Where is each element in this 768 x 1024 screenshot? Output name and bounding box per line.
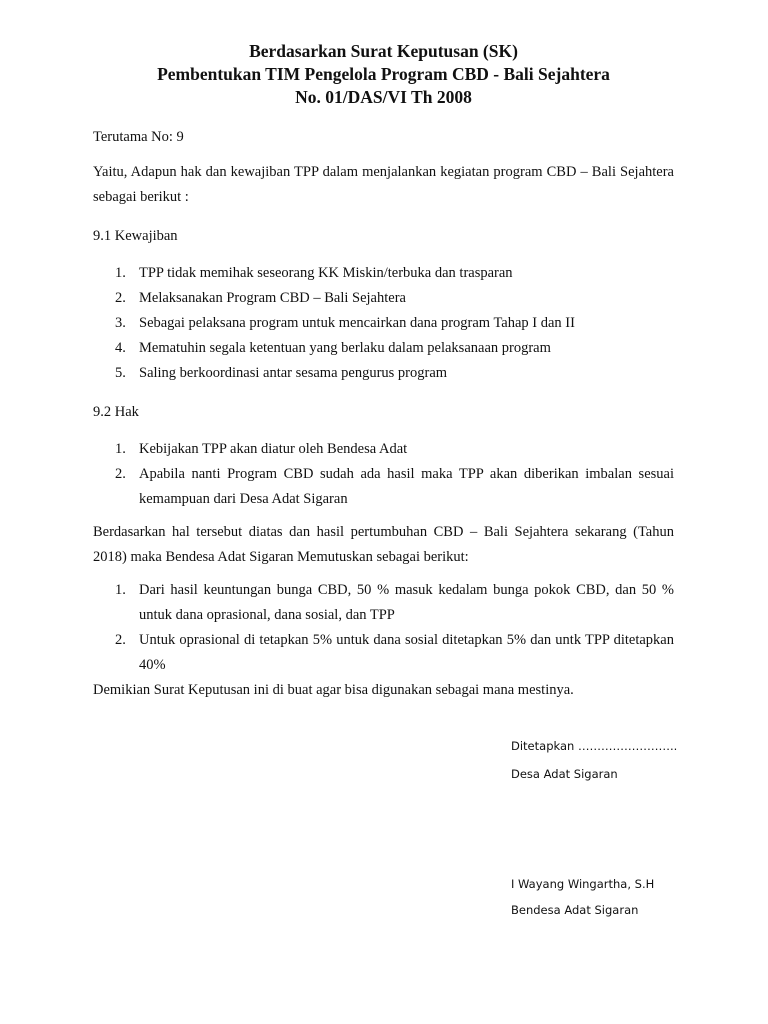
- list-item: [93, 336, 674, 361]
- signature-name: I Wayang Wingartha, S.H: [511, 877, 655, 891]
- list-item: [93, 578, 674, 628]
- hak-heading: 9.2 Hak: [93, 404, 139, 420]
- list-text: Saling berkoordinasi antar sesama pengurus program: [139, 365, 448, 381]
- hak-list: [93, 437, 674, 512]
- list-text: Melaksanakan Program CBD – Bali Sejahtera: [139, 290, 406, 306]
- reference-number: Terutama No: 9: [93, 129, 184, 145]
- list-text: Dari hasil keuntungan bunga CBD, 50 % masuk kedalam bunga pokok CBD, dan 50 % untuk dana oprasional, dana sosial, dan TPP: [139, 582, 674, 623]
- list-item: [93, 437, 674, 462]
- intro-paragraph: Yaitu, Adapun hak dan kewajiban TPP dalam menjalankan kegiatan program CBD – Bali Sejahtera sebagai berikut :: [93, 164, 674, 205]
- list-number: 1.: [115, 441, 126, 457]
- list-text: Sebagai pelaksana program untuk mencairkan dana program Tahap I dan II: [139, 315, 575, 331]
- list-text: TPP tidak memihak seseorang KK Miskin/terbuka dan trasparan: [139, 265, 513, 281]
- signature-set-at: Ditetapkan ……………………..: [511, 739, 678, 753]
- list-item: [93, 361, 674, 386]
- list-text: Kebijakan TPP akan diatur oleh Bendesa Adat: [139, 441, 408, 457]
- title-line-1: Berdasarkan Surat Keputusan (SK): [249, 41, 518, 61]
- list-number: 3.: [115, 315, 126, 331]
- list-number: 1.: [115, 582, 126, 598]
- signature-place: Desa Adat Sigaran: [511, 767, 618, 781]
- list-item: [93, 311, 674, 336]
- list-number: 4.: [115, 340, 126, 356]
- kewajiban-heading: 9.1 Kewajiban: [93, 228, 178, 244]
- title-line-3: No. 01/DAS/VI Th 2008: [295, 87, 472, 107]
- list-text: Untuk oprasional di tetapkan 5% untuk dana sosial ditetapkan 5% dan untk TPP ditetapkan 40%: [139, 632, 674, 673]
- document-title: [93, 40, 674, 109]
- list-number: 1.: [115, 265, 126, 281]
- list-number: 2.: [115, 632, 126, 648]
- signature-role: Bendesa Adat Sigaran: [511, 903, 639, 917]
- list-number: 2.: [115, 290, 126, 306]
- kewajiban-list: [93, 261, 674, 386]
- list-number: 5.: [115, 365, 126, 381]
- decision-intro: Berdasarkan hal tersebut diatas dan hasil pertumbuhan CBD – Bali Sejahtera sekarang (Tahun 2018) maka Bendesa Adat Sigaran Memutuskan sebagai berikut:: [93, 524, 674, 565]
- list-text: Mematuhin segala ketentuan yang berlaku dalam pelaksanaan program: [139, 340, 551, 356]
- list-item: [93, 286, 674, 311]
- list-item: [93, 628, 674, 678]
- title-line-2: Pembentukan TIM Pengelola Program CBD - Bali Sejahtera: [157, 64, 610, 84]
- list-item: [93, 261, 674, 286]
- closing-statement: Demikian Surat Keputusan ini di buat agar bisa digunakan sebagai mana mestinya.: [93, 682, 574, 698]
- list-text: Apabila nanti Program CBD sudah ada hasil maka TPP akan diberikan imbalan sesuai kemampuan dari Desa Adat Sigaran: [139, 466, 674, 507]
- list-number: 2.: [115, 466, 126, 482]
- decision-list: [93, 578, 674, 678]
- list-item: [93, 462, 674, 512]
